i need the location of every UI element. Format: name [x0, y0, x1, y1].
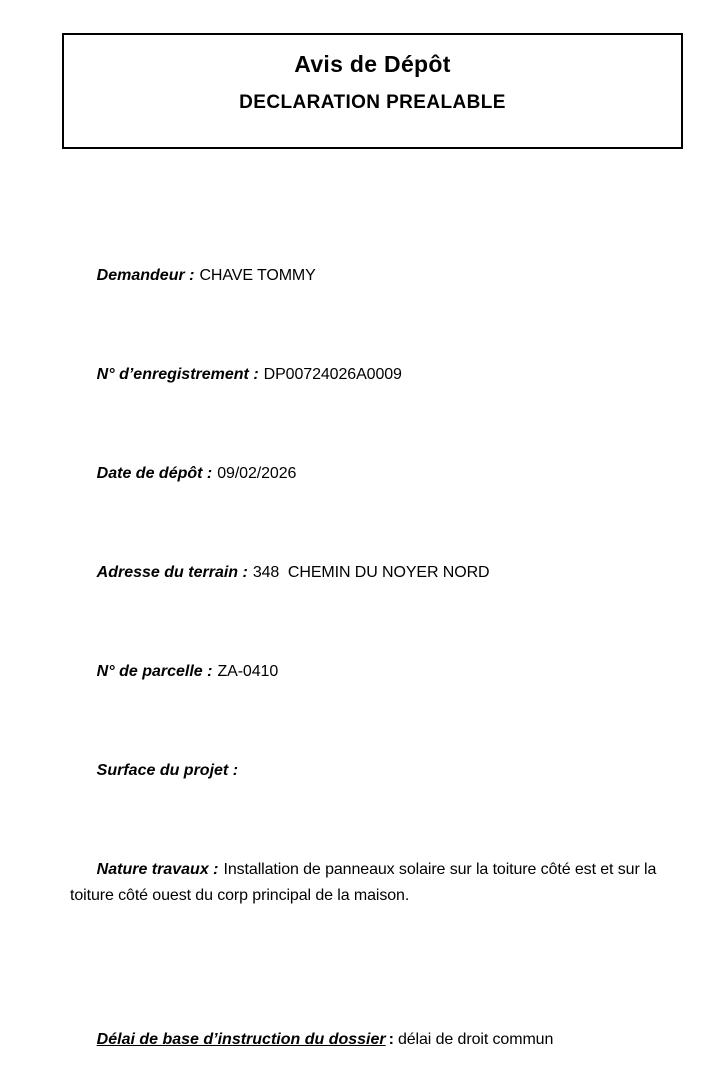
field-demandeur-value: CHAVE TOMMY — [199, 267, 316, 284]
field-date-depot — [70, 435, 684, 513]
field-demandeur-label: Demandeur : — [96, 267, 195, 284]
field-numero-parcelle-value: ZA-0410 — [217, 663, 279, 680]
field-numero-enregistrement — [70, 336, 684, 414]
field-delai-instruction-value: délai de droit commun — [397, 1031, 554, 1048]
field-date-depot-value: 09/02/2026 — [217, 465, 297, 482]
field-adresse-terrain — [70, 534, 684, 612]
field-delai-instruction-separator: : — [388, 1031, 394, 1048]
field-adresse-terrain-label: Adresse du terrain : — [96, 564, 248, 581]
field-numero-parcelle-label: N° de parcelle : — [96, 663, 213, 680]
document-title: Avis de Dépôt — [294, 51, 451, 77]
field-numero-parcelle — [70, 633, 684, 711]
document-subtitle: DECLARATION PREALABLE — [239, 92, 506, 113]
field-surface-projet — [70, 732, 684, 810]
title-box — [62, 33, 683, 149]
field-numero-enregistrement-value: DP00724026A0009 — [263, 366, 402, 383]
field-date-depot-label: Date de dépôt : — [96, 465, 213, 482]
field-nature-travaux-label: Nature travaux : — [96, 861, 219, 878]
field-adresse-terrain-value: 348 CHEMIN DU NOYER NORD — [252, 564, 490, 581]
fields-section — [70, 237, 684, 1079]
field-demandeur — [70, 237, 684, 315]
field-numero-enregistrement-label: N° d’enregistrement : — [96, 366, 259, 383]
field-surface-projet-label: Surface du projet : — [96, 762, 239, 779]
field-nature-travaux-value: Installation de panneaux solaire sur la toiture côté est et sur la toiture côté ouest du corp principal de la maison. — [70, 861, 661, 904]
field-delai-instruction — [70, 1001, 684, 1079]
field-delai-instruction-label: Délai de base d’instruction du dossier — [96, 1031, 386, 1048]
field-nature-travaux — [70, 831, 684, 935]
